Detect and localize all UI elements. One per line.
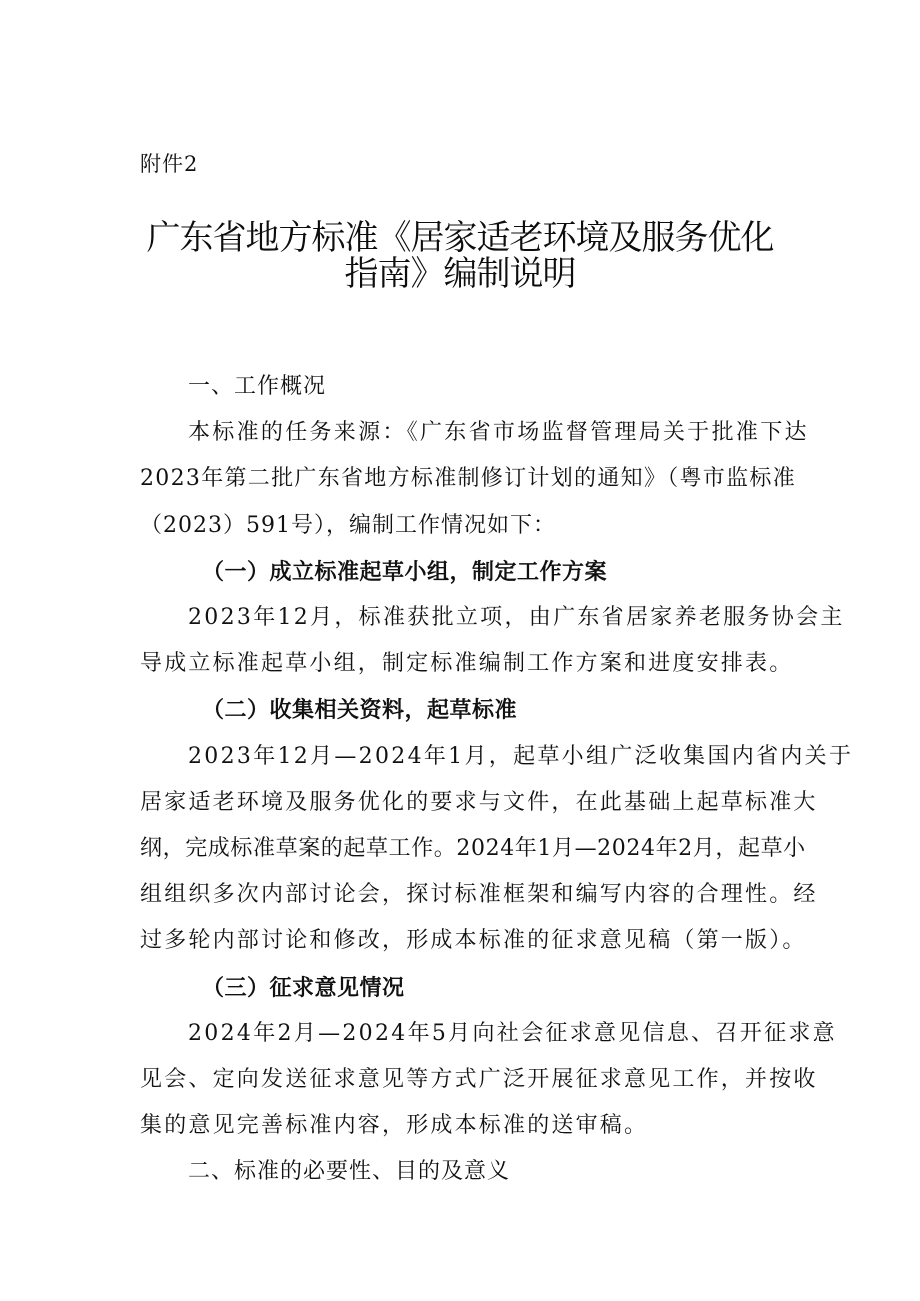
body-line: 本标准的任务来源：《广东省市场监督管理局关于批准下达 bbox=[188, 420, 809, 446]
subsection-heading-3: （三）征求意见情况 bbox=[202, 974, 405, 1001]
body-line: 2023年12月—2024年1月，起草小组广泛收集国内省内关于 bbox=[188, 743, 854, 769]
body-line: 2023年第二批广东省地方标准制修订计划的通知》（粤市监标准 bbox=[140, 466, 796, 492]
subsection-heading-1: （一）成立标准起草小组，制定工作方案 bbox=[202, 558, 608, 585]
attachment-label: 附件2 bbox=[140, 152, 199, 176]
body-line: （2023）591号），编制工作情况如下： bbox=[140, 512, 556, 538]
body-line: 导成立标准起草小组，制定标准编制工作方案和进度安排表。 bbox=[140, 651, 794, 677]
body-line: 纲，完成标准草案的起草工作。2024年1月—2024年2月，起草小 bbox=[140, 836, 806, 861]
document-title-line-1: 广东省地方标准《居家适老环境及服务优化 bbox=[146, 218, 774, 258]
body-line: 2023年12月，标准获批立项，由广东省居家养老服务协会主 bbox=[188, 605, 845, 630]
document-title-line-2: 指南》编制说明 bbox=[344, 254, 576, 294]
body-line: 2024年2月—2024年5月向社会征求意见信息、召开征求意 bbox=[188, 1020, 837, 1046]
body-line: 居家适老环境及服务优化的要求与文件，在此基础上起草标准大 bbox=[140, 789, 818, 815]
subsection-heading-2: （二）收集相关资料，起草标准 bbox=[202, 697, 518, 724]
body-line: 见会、定向发送征求意见等方式广泛开展征求意见工作，并按收 bbox=[140, 1067, 818, 1092]
body-line: 集的意见完善标准内容，形成本标准的送审稿。 bbox=[140, 1113, 649, 1139]
section-heading-work-overview: 一、工作概况 bbox=[188, 374, 327, 399]
section-heading-necessity: 二、标准的必要性、目的及意义 bbox=[188, 1159, 511, 1185]
body-line: 过多轮内部讨论和修改，形成本标准的征求意见稿（第一版）。 bbox=[140, 928, 807, 954]
body-line: 组组织多次内部讨论会，探讨标准框架和编写内容的合理性。经 bbox=[140, 882, 818, 908]
